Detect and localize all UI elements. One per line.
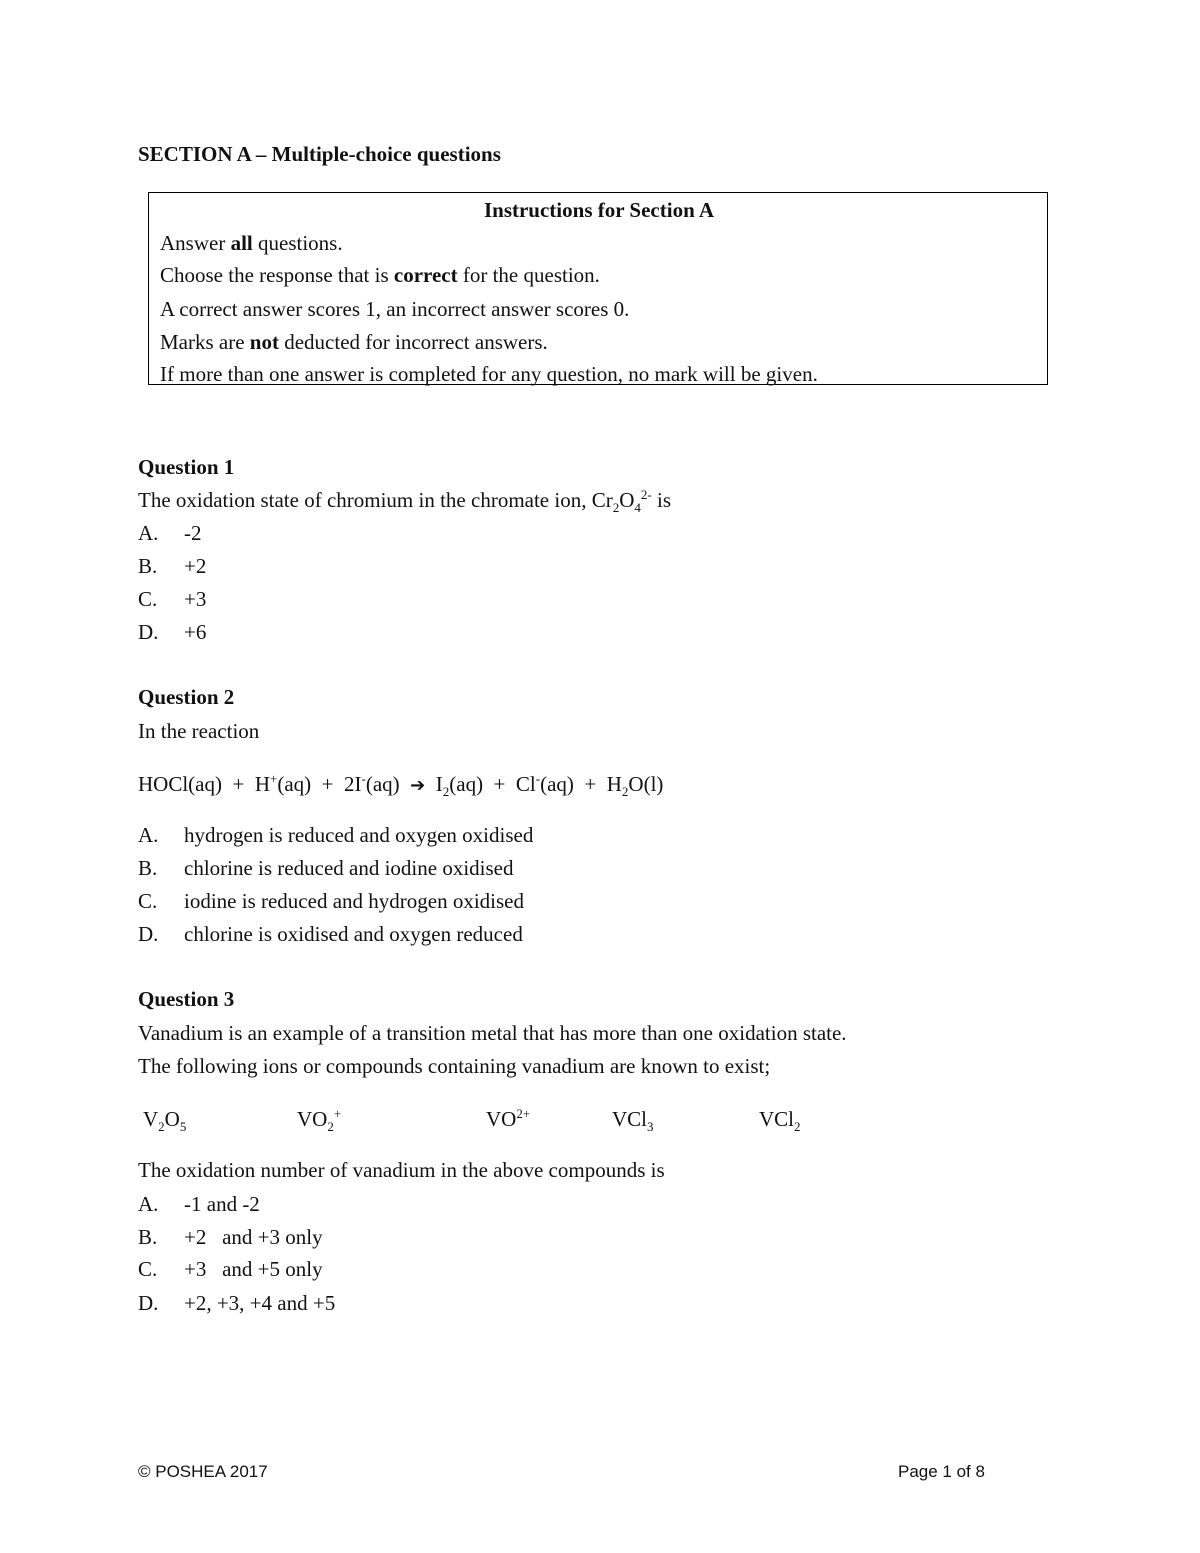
- question-3-option-a[interactable]: A. -1 and -2: [138, 1192, 260, 1216]
- species-vo-2plus: $VO^{2+}$: [486, 1106, 531, 1131]
- instruction-line-4: Marks are not deducted for incorrect answers.: [160, 330, 548, 354]
- question-2-option-d[interactable]: D. chlorine is oxidised and oxygen reduced: [138, 922, 523, 946]
- question-1-stem: The oxidation state of chromium in the chromate ion, $Cr_2O_4^{2-}$ is: [138, 487, 671, 516]
- instruction-line-5: If more than one answer is completed for any question, no mark will be given.: [160, 362, 818, 386]
- question-1-option-d[interactable]: D. +6: [138, 620, 207, 644]
- instruction-line-2: Choose the response that is correct for the question.: [160, 263, 600, 287]
- footer-copyright: © POSHEA 2017: [138, 1462, 268, 1481]
- question-2-heading: Question 2: [138, 685, 235, 709]
- section-title: SECTION A – Multiple-choice questions: [138, 142, 501, 166]
- species-vcl2: VCl$_2$: [759, 1107, 801, 1135]
- species-vo2-plus: $VO_2^+$: [297, 1106, 342, 1135]
- question-2-option-b[interactable]: B. chlorine is reduced and iodine oxidised: [138, 856, 514, 880]
- question-3-option-c[interactable]: C. +3 and +5 only: [138, 1257, 323, 1281]
- question-1-option-a[interactable]: A. -2: [138, 521, 202, 545]
- question-3-option-b[interactable]: B. +2 and +3 only: [138, 1225, 323, 1249]
- question-1-heading: Question 1: [138, 455, 235, 479]
- footer-page-number: Page 1 of 8: [898, 1462, 985, 1481]
- species-vcl3: VCl$_3$: [612, 1107, 654, 1135]
- instruction-line-3: A correct answer scores 1, an incorrect answer scores 0.: [160, 297, 630, 321]
- question-3-stem-line-1: Vanadium is an example of a transition metal that has more than one oxidation state.: [138, 1021, 847, 1045]
- instructions-title: Instructions for Section A: [483, 198, 715, 222]
- question-3-stem-line-3: The oxidation number of vanadium in the above compounds is: [138, 1158, 665, 1182]
- question-2-option-a[interactable]: A. hydrogen is reduced and oxygen oxidised: [138, 823, 534, 847]
- instruction-line-1: Answer all questions.: [160, 231, 343, 255]
- species-v2o5: $V_2O_5$: [143, 1107, 187, 1135]
- question-1-option-c[interactable]: C. +3: [138, 587, 207, 611]
- reaction-arrow-icon: ➔: [410, 775, 426, 796]
- question-3-heading: Question 3: [138, 987, 235, 1011]
- question-3-option-d[interactable]: D. +2, +3, +4 and +5: [138, 1291, 336, 1315]
- reaction-equation: HOCl(aq) + H+(aq) + 2I-(aq) ➔ $I_2(aq) + Cl^-(aq) + H_2O(l)$: [138, 771, 664, 800]
- question-2-option-c[interactable]: C. iodine is reduced and hydrogen oxidised: [138, 889, 524, 913]
- question-1-option-b[interactable]: B. +2: [138, 554, 207, 578]
- question-3-stem-line-2: The following ions or compounds containing vanadium are known to exist;: [138, 1054, 771, 1078]
- question-2-stem: In the reaction: [138, 719, 260, 743]
- instructions-box: [148, 192, 1048, 385]
